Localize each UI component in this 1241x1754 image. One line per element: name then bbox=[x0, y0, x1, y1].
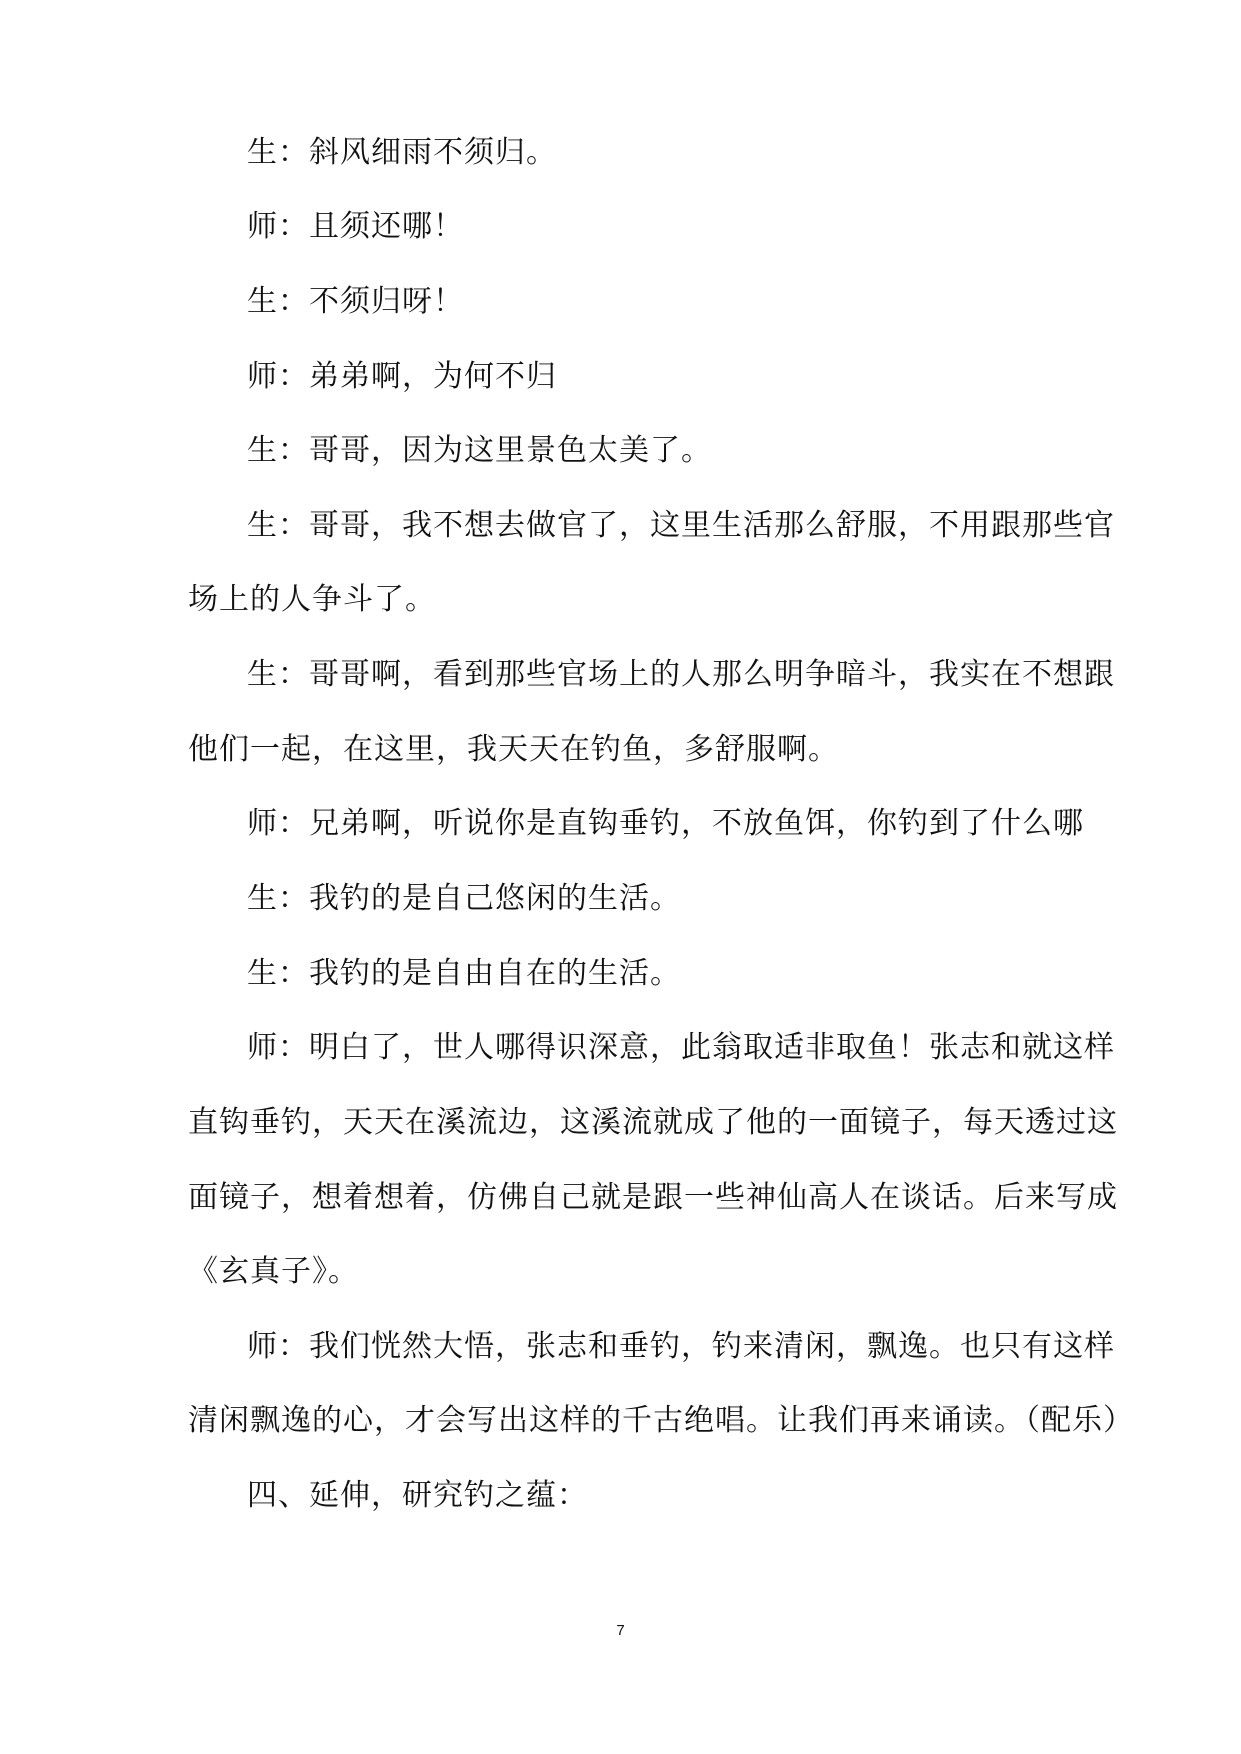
paragraph-line: 生：哥哥，因为这里景色太美了。 bbox=[247, 433, 712, 468]
paragraph-line: 师：明白了，世人哪得识深意，此翁取适非取鱼！张志和就这样 bbox=[247, 1030, 1115, 1065]
paragraph-line: 生：不须归呀！ bbox=[247, 284, 464, 319]
paragraph-line: 师：我们恍然大悟，张志和垂钓，钓来清闲，飘逸。也只有这样 bbox=[247, 1329, 1115, 1364]
paragraph-line: 生：哥哥，我不想去做官了，这里生活那么舒服，不用跟那些官 bbox=[247, 508, 1115, 543]
paragraph-line: 四、延伸，研究钓之蕴： bbox=[247, 1478, 588, 1513]
page-number: 7 bbox=[616, 1622, 625, 1639]
paragraph-line: 生：我钓的是自己悠闲的生活。 bbox=[247, 881, 681, 916]
paragraph-line: 生：哥哥啊，看到那些官场上的人那么明争暗斗，我实在不想跟 bbox=[247, 657, 1115, 692]
paragraph-line: 面镜子，想着想着，仿佛自己就是跟一些神仙高人在谈话。后来写成 bbox=[188, 1180, 1118, 1215]
paragraph-line: 师：弟弟啊，为何不归 bbox=[247, 359, 557, 394]
paragraph-line: 他们一起，在这里，我天天在钓鱼，多舒服啊。 bbox=[188, 732, 839, 767]
paragraph-line: 《玄真子》。 bbox=[188, 1254, 359, 1289]
paragraph-line: 师：兄弟啊，听说你是直钩垂钓，不放鱼饵，你钓到了什么哪 bbox=[247, 806, 1084, 841]
paragraph-line: 师：且须还哪！ bbox=[247, 209, 464, 244]
paragraph-line: 直钩垂钓，天天在溪流边，这溪流就成了他的一面镜子，每天透过这 bbox=[188, 1105, 1118, 1140]
paragraph-line: 清闲飘逸的心，才会写出这样的千古绝唱。让我们再来诵读。（配乐） bbox=[188, 1403, 1134, 1438]
paragraph-line: 生：我钓的是自由自在的生活。 bbox=[247, 956, 681, 991]
paragraph-line: 生：斜风细雨不须归。 bbox=[247, 135, 557, 170]
paragraph-line: 场上的人争斗了。 bbox=[188, 582, 436, 617]
